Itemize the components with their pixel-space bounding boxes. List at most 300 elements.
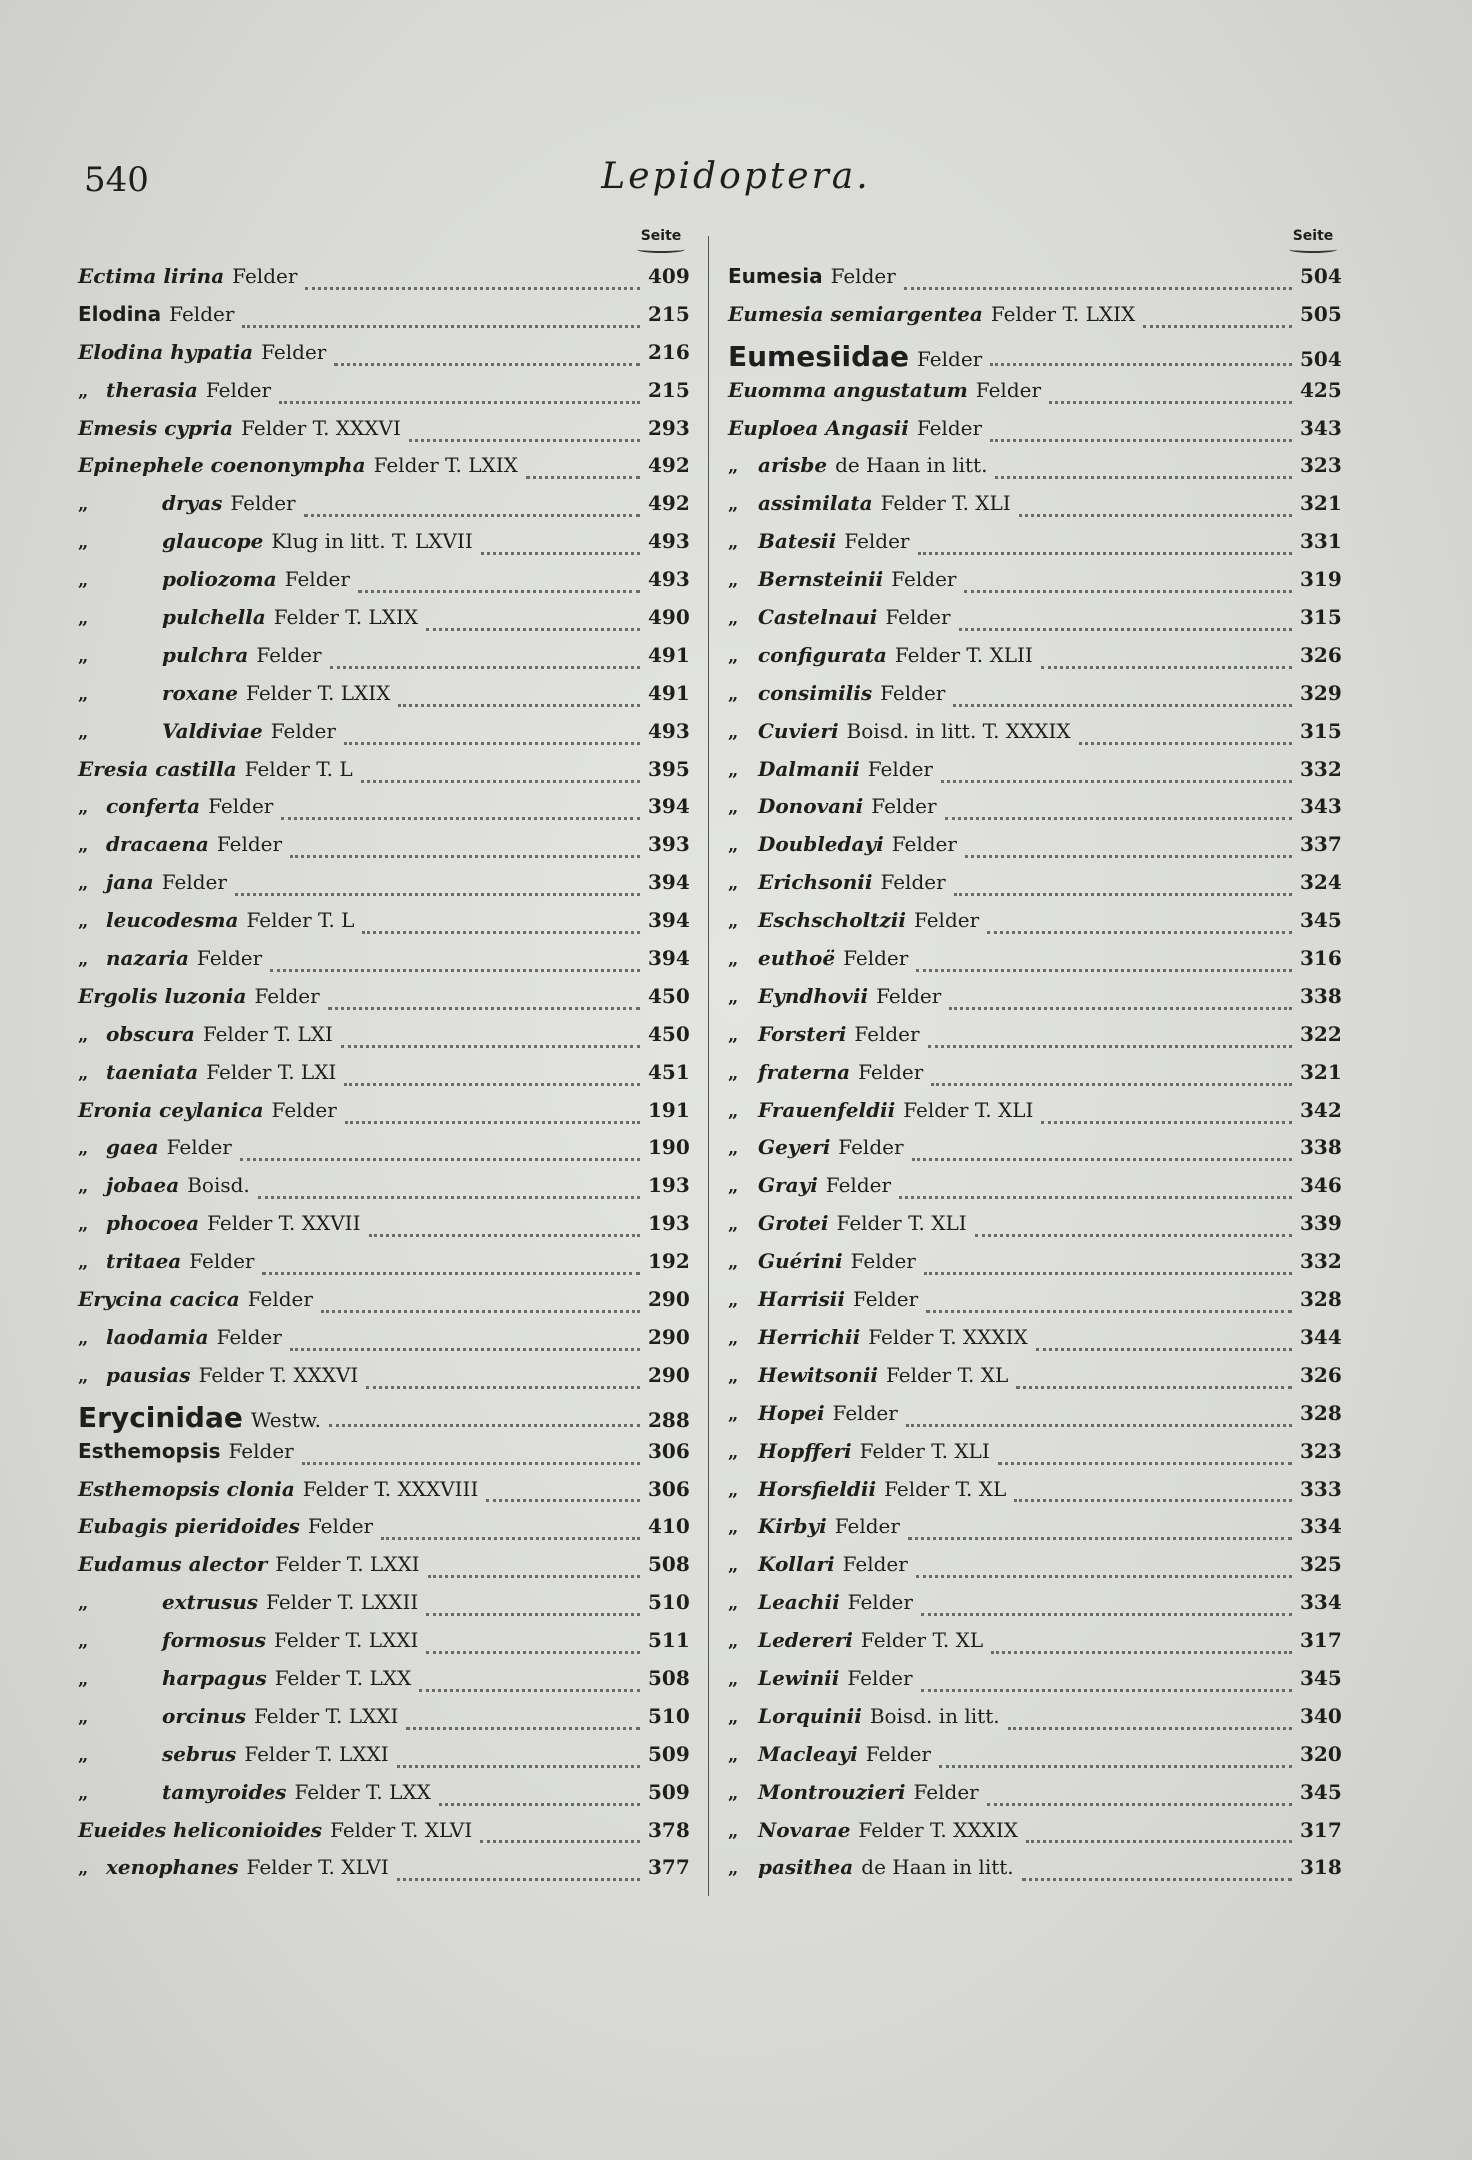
ditto-mark: „ [728, 797, 739, 819]
ditto-mark: „ [728, 1820, 739, 1842]
dot-leader [397, 1764, 640, 1768]
taxon-author: Felder T. XXVII [207, 1211, 361, 1236]
taxon-name: Doubledayi [758, 832, 884, 857]
dot-leader [426, 1650, 640, 1654]
entry-indent [728, 870, 758, 894]
ditto-mark: „ [728, 1782, 739, 1804]
dot-leader [921, 1688, 1292, 1692]
taxon-name: Eudamus alector [78, 1552, 268, 1577]
ditto-mark: „ [78, 645, 89, 667]
taxon-author: Felder T. XLII [894, 642, 1033, 667]
taxon-name: orcinus [162, 1703, 246, 1728]
taxon-name: Castelnaui [758, 605, 878, 630]
ditto-mark: „ [728, 1858, 739, 1880]
index-entry [728, 1135, 1340, 1173]
index-entry [78, 1514, 688, 1552]
taxon-name: therasia [106, 377, 198, 402]
index-entry [728, 1439, 1340, 1477]
ditto-mark: „ [78, 1138, 89, 1160]
taxon-name: arisbe [758, 453, 828, 478]
index-entry [728, 1855, 1340, 1893]
entry-indent [728, 1590, 758, 1614]
dot-leader [366, 1385, 640, 1389]
taxon-name: gaea [106, 1135, 159, 1160]
entry-indent [78, 1060, 106, 1084]
index-entry [728, 1022, 1340, 1060]
index-entry [78, 264, 688, 302]
taxon-author: Felder T. XL [886, 1362, 1009, 1387]
entry-indent [78, 529, 162, 553]
taxon-author: Felder [271, 1097, 337, 1122]
page-ref: 409 [648, 264, 690, 288]
ditto-mark: „ [728, 835, 739, 857]
taxon-author: Felder [832, 1400, 898, 1425]
ditto-mark: „ [728, 1290, 739, 1312]
index-entry [728, 1590, 1340, 1628]
entry-indent [78, 870, 106, 894]
page-ref: 315 [1300, 718, 1342, 743]
entry-indent [78, 719, 162, 743]
taxon-name: Euomma angustatum [728, 377, 968, 402]
index-entry [728, 453, 1340, 491]
taxon-name: Eumesia semiargentea [728, 301, 983, 326]
ditto-mark: „ [728, 1593, 739, 1615]
index-entry [728, 946, 1340, 984]
taxon-name: Herrichii [758, 1324, 861, 1349]
page-ref: 510 [648, 1703, 690, 1728]
taxon-name: Leachii [758, 1590, 840, 1615]
index-entry [78, 908, 688, 946]
taxon-name: obscura [106, 1021, 195, 1046]
taxon-author: Boisd. in litt. T. XXXIX [846, 718, 1071, 743]
page-ref: 394 [648, 870, 690, 895]
ditto-mark: „ [728, 683, 739, 705]
page-ref: 343 [1300, 415, 1342, 440]
taxon-name: jobaea [106, 1173, 180, 1198]
index-entry [728, 1098, 1340, 1136]
taxon-author: Felder [216, 1324, 282, 1349]
page-ref: 290 [648, 1362, 690, 1387]
taxon-name: Ledereri [758, 1628, 853, 1653]
taxon-author: Felder [208, 794, 274, 819]
index-entry [78, 1628, 688, 1666]
index-entry [78, 832, 688, 870]
taxon-author: Felder [880, 680, 946, 705]
dot-leader [931, 1082, 1292, 1086]
entry-indent [728, 794, 758, 818]
taxon-name: fraterna [758, 1059, 851, 1084]
taxon-name: Erycinidae [78, 1400, 243, 1434]
taxon-name: tritaea [106, 1249, 182, 1274]
entry-indent [78, 832, 106, 856]
dot-leader [262, 1271, 640, 1275]
dot-leader [290, 854, 640, 858]
page-ref: 331 [1300, 529, 1342, 554]
taxon-author: Felder T. LXIX [990, 301, 1136, 326]
index-entry [78, 1211, 688, 1249]
ditto-mark: „ [78, 1327, 89, 1349]
page-ref: 505 [1300, 301, 1342, 326]
taxon-name: configurata [758, 642, 887, 667]
page-ref: 377 [648, 1855, 690, 1880]
index-entry [728, 643, 1340, 681]
taxon-name: Esthemopsis clonia [78, 1476, 295, 1501]
taxon-name: Macleayi [758, 1741, 858, 1766]
taxon-name: Hewitsonii [758, 1362, 879, 1387]
entry-indent [728, 1325, 758, 1349]
ditto-mark: „ [78, 721, 89, 743]
index-entry [728, 1818, 1340, 1856]
index-entry [728, 1704, 1340, 1742]
page-ref: 326 [1300, 1362, 1342, 1387]
left-column-header: Seite [634, 228, 688, 253]
taxon-author: Boisd. in litt. [869, 1703, 1000, 1728]
entry-indent [78, 794, 106, 818]
taxon-author: Felder [850, 1249, 916, 1274]
taxon-author: Felder [189, 1249, 255, 1274]
index-entry [78, 719, 688, 757]
page-ref: 394 [648, 946, 690, 971]
taxon-author: Felder [166, 1135, 232, 1160]
page-ref: 393 [648, 832, 690, 857]
entry-indent [728, 908, 758, 932]
entry-indent [78, 1249, 106, 1273]
dot-leader [965, 854, 1292, 858]
taxon-author: Westw. [250, 1407, 322, 1432]
taxon-name: taeniata [106, 1059, 199, 1084]
page-ref: 504 [1300, 264, 1342, 288]
page-ref: 504 [1300, 346, 1342, 371]
taxon-author: Felder T. XL [860, 1628, 984, 1653]
dot-leader [481, 551, 640, 555]
dot-leader [345, 1120, 640, 1124]
page-ref: 328 [1300, 1287, 1342, 1312]
taxon-author: Felder [230, 491, 296, 516]
dot-leader [954, 892, 1292, 896]
taxon-author: Felder [284, 567, 350, 592]
page-ref: 346 [1300, 1173, 1342, 1198]
dot-leader [397, 1877, 640, 1881]
index-entry [728, 1666, 1340, 1704]
index-entry [728, 567, 1340, 605]
taxon-name: Epinephele coenonympha [78, 453, 366, 478]
taxon-author: Felder T. LXIX [373, 453, 518, 478]
page-ref: 216 [648, 339, 690, 364]
index-entry [78, 529, 688, 567]
index-entry [78, 1135, 688, 1173]
taxon-author: Felder T. XLVI [246, 1855, 389, 1880]
dot-leader [991, 1650, 1292, 1654]
dot-leader [912, 1157, 1292, 1161]
dot-leader [428, 1574, 640, 1578]
dot-leader [1079, 741, 1292, 745]
index-entry [78, 378, 688, 416]
taxon-name: Elodina hypatia [78, 339, 254, 364]
ditto-mark: „ [728, 1176, 739, 1198]
page-ref: 508 [648, 1552, 690, 1577]
dot-leader [242, 324, 640, 328]
entry-indent [78, 946, 106, 970]
taxon-name: assimilata [758, 491, 873, 516]
index-entry [728, 984, 1340, 1022]
index-entry [728, 378, 1340, 416]
ditto-mark: „ [728, 1479, 739, 1501]
entry-indent [728, 1628, 758, 1652]
taxon-author: Felder [852, 1287, 919, 1312]
taxon-author: Felder T. LXXI [244, 1741, 389, 1766]
page-ref: 425 [1300, 377, 1342, 402]
taxon-author: Felder T. LXX [274, 1665, 412, 1690]
dot-leader [953, 703, 1292, 707]
index-entry [728, 605, 1340, 643]
index-entry [78, 1855, 688, 1893]
taxon-author: Felder T. XXXIX [868, 1324, 1028, 1349]
ditto-mark: „ [728, 911, 739, 933]
taxon-name: Eueides heliconioides [78, 1817, 323, 1842]
taxon-author: Felder [867, 756, 933, 781]
entry-indent [78, 1590, 162, 1614]
taxon-name: Guérini [758, 1249, 843, 1274]
index-entry [728, 870, 1340, 908]
page-ref: 318 [1300, 1855, 1342, 1880]
ditto-mark: „ [78, 1214, 89, 1236]
entry-indent [728, 643, 758, 667]
entry-indent [78, 1135, 106, 1159]
taxon-author: Felder [916, 415, 983, 440]
page-ref: 328 [1300, 1400, 1342, 1425]
page-ref: 511 [648, 1628, 690, 1653]
taxon-name: jana [106, 870, 154, 895]
taxon-name: Eyndhovii [758, 983, 869, 1008]
dot-leader [916, 968, 1292, 972]
index-entry [728, 1363, 1340, 1401]
page-ref: 509 [648, 1779, 690, 1804]
entry-indent [728, 681, 758, 705]
dot-leader [1143, 324, 1292, 328]
page-ref: 508 [648, 1665, 690, 1690]
page-ref: 410 [648, 1514, 690, 1539]
taxon-author: Felder T. XLI [836, 1211, 967, 1236]
ditto-mark: „ [728, 986, 739, 1008]
entry-indent [728, 1855, 758, 1879]
dot-leader [975, 1233, 1292, 1237]
taxon-author: Felder [161, 870, 227, 895]
entry-indent [728, 491, 758, 515]
index-entry [728, 1401, 1340, 1439]
index-entry [78, 1287, 688, 1325]
taxon-author: Felder [913, 908, 980, 933]
index-entry [78, 1098, 688, 1136]
index-entry [728, 529, 1340, 567]
taxon-name: conferta [106, 794, 201, 819]
taxon-author: Felder [871, 794, 937, 819]
taxon-name: pulchra [162, 642, 249, 667]
taxon-name: Grayi [758, 1173, 818, 1198]
taxon-name: dryas [162, 491, 223, 516]
ditto-mark: „ [78, 683, 89, 705]
dot-leader [990, 362, 1292, 366]
page-ref: 492 [648, 491, 690, 516]
dot-leader [281, 816, 640, 820]
dot-leader [928, 1044, 1292, 1048]
taxon-name: Lorquinii [758, 1703, 862, 1728]
dot-leader [426, 627, 640, 631]
page-ref: 509 [648, 1741, 690, 1766]
taxon-author: Felder [228, 1438, 294, 1463]
taxon-name: Eresia castilla [78, 756, 237, 781]
ditto-mark: „ [78, 1782, 89, 1804]
page-ref: 378 [648, 1817, 690, 1842]
taxon-author: Felder [842, 1552, 908, 1577]
taxon-author: Felder [270, 718, 336, 743]
entry-indent [728, 1439, 758, 1463]
page-ref: 345 [1300, 1665, 1342, 1690]
page-ref: 395 [648, 756, 690, 781]
page-ref: 191 [648, 1097, 690, 1122]
page-ref: 293 [648, 415, 690, 440]
dot-leader [918, 551, 1293, 555]
index-entry [78, 1249, 688, 1287]
taxon-author: Felder T. LXXII [266, 1590, 419, 1615]
taxon-name: Emesis cypria [78, 415, 234, 440]
dot-leader [945, 816, 1292, 820]
entry-indent [78, 1173, 106, 1197]
ditto-mark: „ [78, 570, 89, 592]
taxon-author: Felder [216, 832, 283, 857]
dot-leader [258, 1195, 640, 1199]
taxon-name: poliozoma [162, 567, 277, 592]
entry-indent [728, 605, 758, 629]
ditto-mark: „ [78, 494, 89, 516]
taxon-name: harpagus [162, 1665, 267, 1690]
page-ref: 491 [648, 642, 690, 667]
taxon-author: Felder [830, 264, 896, 288]
column-divider [708, 236, 709, 1896]
taxon-name: Valdiviae [162, 718, 263, 743]
taxon-name: Eschscholtzii [758, 908, 906, 933]
dot-leader [344, 741, 640, 745]
taxon-author: Felder [854, 1021, 920, 1046]
taxon-name: Geyeri [758, 1135, 831, 1160]
taxon-author: Felder [847, 1665, 913, 1690]
taxon-author: Felder [256, 642, 322, 667]
dot-leader [1016, 1385, 1292, 1389]
index-entry [78, 870, 688, 908]
entry-indent [78, 567, 162, 591]
taxon-author: Felder T. LXX [294, 1779, 431, 1804]
entry-indent [78, 1780, 162, 1804]
index-entry [78, 1742, 688, 1780]
taxon-name: Erichsonii [758, 870, 873, 895]
ditto-mark: „ [728, 1062, 739, 1084]
taxon-author: Felder [843, 946, 909, 971]
page-ref: 332 [1300, 756, 1342, 781]
page-ref: 339 [1300, 1211, 1342, 1236]
dot-leader [302, 1461, 640, 1465]
dot-leader [362, 930, 640, 934]
page-ref: 344 [1300, 1324, 1342, 1349]
taxon-name: consimilis [758, 680, 873, 705]
index-entry [728, 302, 1340, 340]
index-entry [78, 984, 688, 1022]
ditto-mark: „ [728, 1403, 739, 1425]
taxon-author: Felder [913, 1779, 979, 1804]
index-entry [78, 1780, 688, 1818]
page-ref: 316 [1300, 946, 1342, 971]
taxon-author: Boisd. [187, 1173, 250, 1198]
page-ref: 323 [1300, 1438, 1342, 1463]
taxon-name: formosus [162, 1628, 267, 1653]
ditto-mark: „ [728, 949, 739, 971]
ditto-mark: „ [78, 1668, 89, 1690]
index-entry [78, 1552, 688, 1590]
index-entry [728, 340, 1340, 378]
index-entry [78, 1022, 688, 1060]
taxon-name: Horsfieldii [758, 1476, 877, 1501]
dot-leader [270, 968, 640, 972]
taxon-name: Cuvieri [758, 718, 839, 743]
taxon-author: Felder T. XLI [880, 491, 1011, 516]
entry-indent [728, 1098, 758, 1122]
dot-leader [305, 286, 640, 290]
ditto-mark: „ [728, 494, 739, 516]
dot-leader [279, 400, 640, 404]
taxon-author: Felder [838, 1135, 904, 1160]
index-entry [728, 681, 1340, 719]
taxon-name: Bernsteinii [758, 567, 884, 592]
taxon-author: Felder T. LXI [202, 1021, 333, 1046]
index-entry [78, 1173, 688, 1211]
ditto-mark: „ [728, 645, 739, 667]
page-ref: 317 [1300, 1817, 1342, 1842]
entry-indent [78, 1325, 106, 1349]
page-ref: 492 [648, 453, 690, 478]
taxon-author: Felder T. LXIX [246, 680, 391, 705]
taxon-author: Felder T. XLI [903, 1097, 1034, 1122]
taxon-name: Ectima lirina [78, 264, 225, 288]
page-ref: 288 [648, 1407, 690, 1432]
entry-indent [728, 719, 758, 743]
taxon-author: Felder [917, 346, 983, 371]
dot-leader [924, 1271, 1292, 1275]
taxon-name: Kollari [758, 1552, 835, 1577]
page-ref: 315 [1300, 605, 1342, 630]
taxon-author: Felder [261, 339, 327, 364]
entry-indent [78, 1666, 162, 1690]
index-entry [728, 1552, 1340, 1590]
taxon-name: nazaria [106, 946, 189, 971]
ditto-mark: „ [728, 1138, 739, 1160]
taxon-name: pulchella [162, 605, 266, 630]
taxon-author: Felder [834, 1514, 900, 1539]
taxon-name: Esthemopsis [78, 1438, 221, 1463]
index-entry [728, 1287, 1340, 1325]
entry-indent [728, 529, 758, 553]
entry-indent [728, 1552, 758, 1576]
taxon-author: Klug in litt. T. LXVII [271, 529, 473, 554]
entry-indent [728, 946, 758, 970]
page-ref: 343 [1300, 794, 1342, 819]
dot-leader [328, 1006, 640, 1010]
entry-indent [728, 1818, 758, 1842]
taxon-name: Euploea Angasii [728, 415, 909, 440]
ditto-mark: „ [728, 532, 739, 554]
taxon-name: xenophanes [106, 1855, 239, 1880]
dot-leader [369, 1233, 641, 1237]
taxon-name: leucodesma [106, 908, 239, 933]
taxon-author: Felder [307, 1514, 374, 1539]
taxon-name: Eubagis pieridoides [78, 1514, 300, 1539]
